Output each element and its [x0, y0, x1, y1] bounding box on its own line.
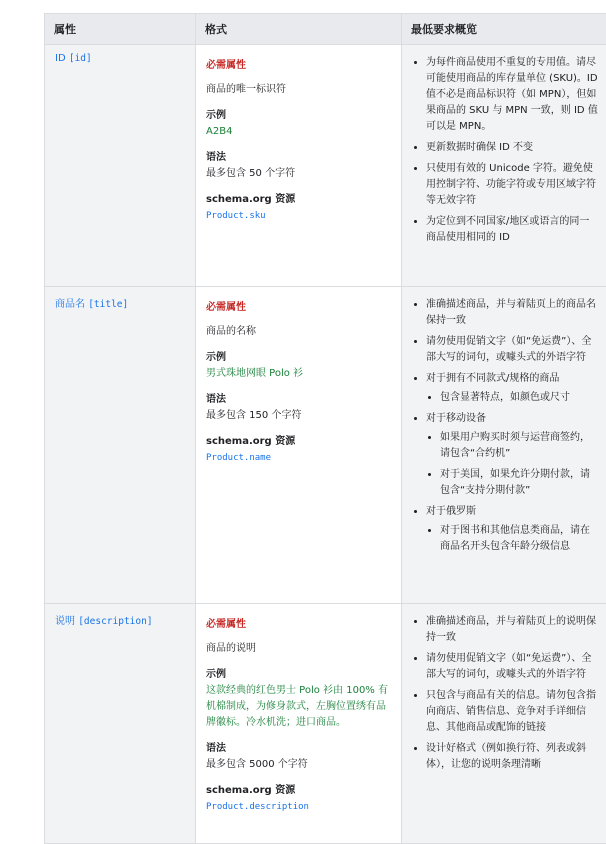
schema-link[interactable]: Product.description	[206, 802, 309, 812]
description-text: 商品的唯一标识符	[206, 82, 391, 98]
list-item: • 对于美国，如果允许分期付款，请包含“支持分期付款”	[440, 467, 598, 499]
format-cell	[196, 287, 402, 604]
list-item: • 为定位到不同国家/地区或语言的同一商品使用相同的 ID	[426, 214, 598, 246]
syntax-label: 语法	[206, 392, 391, 408]
requirements-list	[410, 297, 598, 555]
list-item: • 如果用户购买时须与运营商签约，请包含“合约机”	[440, 430, 598, 462]
required-label: 必需属性	[206, 300, 391, 316]
list-item: • 请勿使用促销文字（如“免运费”）、全部大写的词句，或噱头式的外语字符	[426, 334, 598, 366]
example-value: 这款经典的红色男士 Polo 衫由 100% 有机棉制成，为修身款式，左胸位置绣有品牌徽标。冷水机洗；进口商品。	[206, 683, 391, 731]
requirements-cell	[402, 287, 606, 604]
example-value: A2B4	[206, 124, 391, 140]
schema-link[interactable]: Product.name	[206, 453, 271, 463]
list-item: • 只使用有效的 Unicode 字符。避免使用控制字符、功能字符或专用区域字符等无效字符	[426, 161, 598, 209]
header-attribute: 属性	[45, 14, 196, 45]
required-label: 必需属性	[206, 617, 391, 633]
list-item: • 设计好格式（例如换行符、列表或斜体），让您的说明条理清晰	[426, 741, 598, 773]
sub-list	[426, 390, 598, 406]
syntax-value: 最多包含 150 个字符	[206, 408, 391, 424]
syntax-value: 最多包含 50 个字符	[206, 166, 391, 182]
attr-cell	[45, 604, 196, 844]
attr-cell	[45, 45, 196, 287]
requirements-list	[410, 614, 598, 773]
schema-label: schema.org 资源	[206, 192, 391, 208]
sub-list	[426, 430, 598, 499]
attr-link-id[interactable]: ID [id]	[55, 53, 92, 64]
list-item: • 只包含与商品有关的信息。请勿包含指向商店、销售信息、竞争对手详细信息、其他商品或配饰的链接	[426, 688, 598, 736]
list-item: • 为每件商品使用不重复的专用值。请尽可能使用商品的库存量单位 (SKU)。ID 值不必是商品标识符（如 MPN），但如果商品的 SKU 与 MPN 一致，则 ID 值可以是 MPN。	[426, 55, 598, 135]
list-item: • 准确描述商品，并与着陆页上的商品名保持一致	[426, 297, 598, 329]
list-item: • 更新数据时确保 ID 不变	[426, 140, 598, 156]
format-cell	[196, 45, 402, 287]
example-value: 男式珠地网眼 Polo 衫	[206, 366, 391, 382]
schema-link[interactable]: Product.sku	[206, 211, 266, 221]
attr-link-description[interactable]: 说明 [description]	[55, 616, 153, 627]
list-item: • 对于拥有不同款式/规格的商品 • 包含显著特点，如颜色或尺寸	[426, 371, 598, 406]
format-cell	[196, 604, 402, 844]
attributes-table	[44, 13, 606, 844]
requirements-cell	[402, 45, 606, 287]
list-item: • 包含显著特点，如颜色或尺寸	[440, 390, 598, 406]
requirements-cell	[402, 604, 606, 844]
table-header-row	[45, 14, 606, 45]
description-text: 商品的名称	[206, 324, 391, 340]
list-item: • 请勿使用促销文字（如“免运费”）、全部大写的词句，或噱头式的外语字符	[426, 651, 598, 683]
example-label: 示例	[206, 350, 391, 366]
list-item: • 对于图书和其他信息类商品，请在商品名开头包含年龄分级信息	[440, 523, 598, 555]
table-row	[45, 604, 606, 844]
requirements-list	[410, 55, 598, 246]
syntax-label: 语法	[206, 150, 391, 166]
list-item: • 对于俄罗斯 • 对于图书和其他信息类商品，请在商品名开头包含年龄分级信息	[426, 504, 598, 555]
syntax-label: 语法	[206, 741, 391, 757]
table-row	[45, 45, 606, 287]
example-label: 示例	[206, 108, 391, 124]
table-row	[45, 287, 606, 604]
example-label: 示例	[206, 667, 391, 683]
description-text: 商品的说明	[206, 641, 391, 657]
list-item: • 准确描述商品，并与着陆页上的说明保持一致	[426, 614, 598, 646]
schema-label: schema.org 资源	[206, 783, 391, 799]
header-requirements: 最低要求概览	[402, 14, 606, 45]
syntax-value: 最多包含 5000 个字符	[206, 757, 391, 773]
required-label: 必需属性	[206, 58, 391, 74]
attr-cell	[45, 287, 196, 604]
schema-label: schema.org 资源	[206, 434, 391, 450]
sub-list	[426, 523, 598, 555]
attr-link-title[interactable]: 商品名 [title]	[55, 299, 128, 310]
list-item: • 对于移动设备 • 如果用户购买时须与运营商签约，请包含“合约机” • 对于美国，如果允许分期付款，请包含“支持分期付款”	[426, 411, 598, 499]
header-format: 格式	[196, 14, 402, 45]
